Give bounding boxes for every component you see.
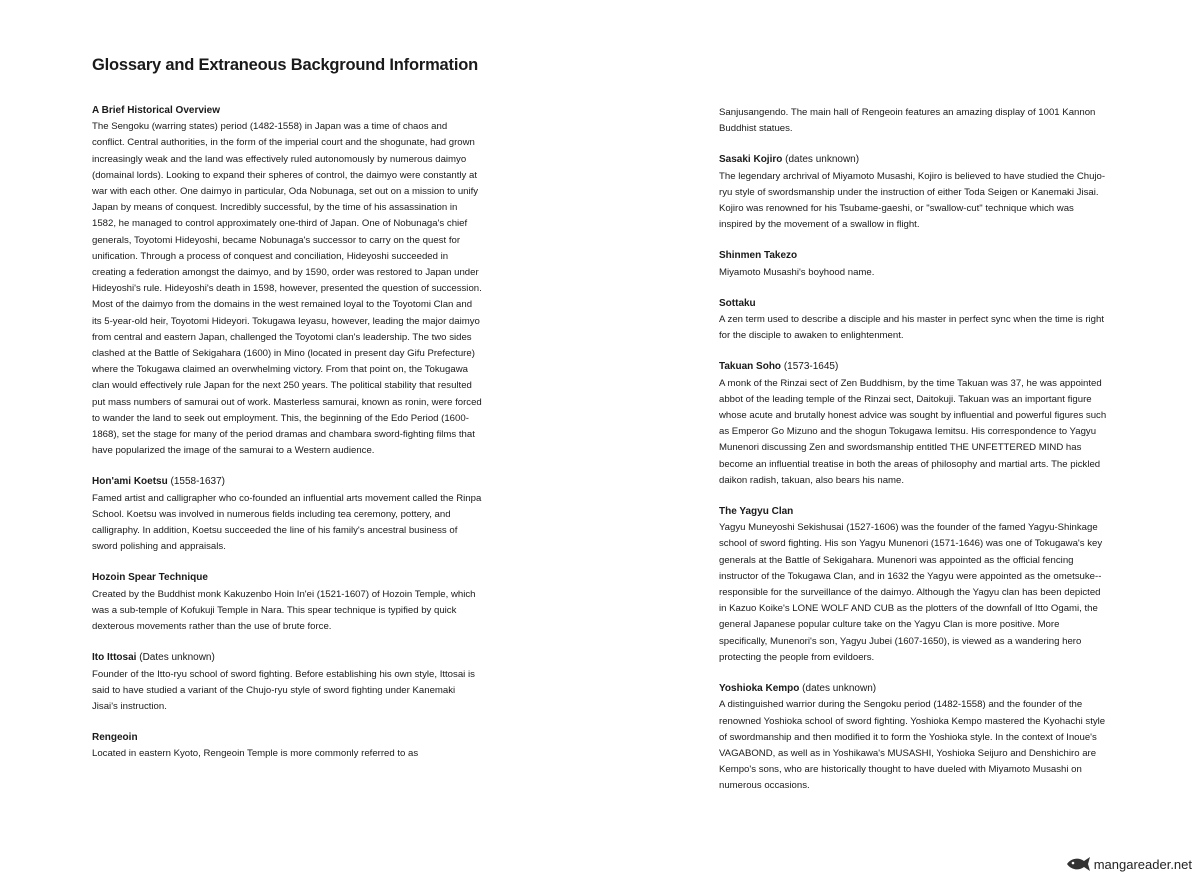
entry-body: The Sengoku (warring states) period (1482-1558) in Japan was a time of chaos and conflict. Central authorities, in the form of the imperial court and the shogunate, had grown increasingly weak and the land was effectively ruled autonomously by numerous daimyo (domainal lords). Looking to expand their spheres of control, the daimyo were constantly at war with each other. One daimyo in particular, Oda Nobunaga, set out on a mission to unify Japan by means of conquest. Incredibly successful, by the time of his assassination in 1582, he managed to control approximately one-third of Japan. One of Nobunaga's chief generals, Toyotomi Hideyoshi, became Nobunaga's successor to carry on the quest for unification. Through a process of conquest and conciliation, Hideyoshi succeeded in creating a federation amongst the daimyo, and by 1590, order was restored to Japan under Hideyoshi's rule. Hideyoshi's death in 1598, however, presented the question of succession. Most of the daimyo from the domains in the west remained loyal to the Toyotomi Clan and its 5-year-old heir, Toyotomi Hideyori. Tokugawa Ieyasu, however, leading the major daimyo from central and eastern Japan, challenged the Toyotomi clan's leadership. The two sides clashed at the Battle of Sekigahara (1600) in Mino (located in present day Gifu Prefecture) where the Tokugawa claimed an overwhelming victory. From that point on, the Tokugawa clan would effectively rule Japan for the next 250 years. The political stability that resulted put mass numbers of samurai out of work. Masterless samurai, known as ronin, were forced to wander the land to seek out employment. This, the beginning of the Edo Period (1600-1868), set the stage for many of the period dramas and chambara sword-fighting films that have popularized the image of the samurai to a Western audience.	[92, 121, 482, 457]
entry-rengeoin	[92, 730, 482, 762]
watermark-text: mangareader.net	[1093, 856, 1192, 872]
entry-name: Takuan Soho	[719, 361, 782, 373]
entry-body: A distinguished warrior during the Sengoku period (1482-1558) and the founder of the renowned Yoshioka school of sword fighting. Yoshioka Kempo mastered the Kyohachi style of swordmanship and then modified it to form the Yoshioka style. In the context of Inoue's VAGABOND, as well as in Yoshikawa's MUSASHI, Yoshioka Seijuro and Denshichiro are Kempo's sons, who are historically thought to have dueled with Miyamoto Musashi on numerous occasions.	[719, 699, 1106, 792]
fish-logo-icon	[1065, 856, 1091, 872]
entry-ito-ittosai	[92, 650, 482, 715]
entry-honami-koetsu	[92, 474, 482, 555]
entry-name: Shinmen Takezo	[719, 250, 798, 262]
glossary-title: Glossary and Extraneous Background Information	[92, 56, 478, 74]
entry-dates: (1558-1637)	[170, 476, 225, 488]
right-page	[719, 105, 1109, 810]
entry-body: Yagyu Muneyoshi Sekishusai (1527-1606) was the founder of the famed Yagyu-Shinkage school of sword fighting. His son Yagyu Munenori (1571-1646) was one of Tokugawa's key generals at the Battle of Sekigahara. Munenori was appointed as the official fencing instructor of the Tokugawa Clan, and in 1632 the Yagyu were appointed as the ometsuke--responsible for the surveillance of the daimyo. Although the Yagyu clan has been depicted in Kazuo Koike's LONE WOLF AND CUB as the plotters of the downfall of Itto Ogami, the general Japanese popular culture take on the Yagyu Clan is more positive. More specifically, Munenori's son, Yagyu Jubei (1607-1650), is viewed as a wandering hero protecting the people from evildoers.	[719, 522, 1103, 663]
entry-name: Hon'ami Koetsu	[92, 476, 168, 488]
entry-body: A monk of the Rinzai sect of Zen Buddhism, by the time Takuan was 37, he was appointed abbot of the leading temple of the Rinzai sect, Daitokuji. Takuan was an important figure whose acute and brutally honest advice was sought by influential and powerful figures such as Emperor Go Mizuno and the shogun Tokugawa Iemitsu. His correspondence to Yagyu Munenori discussing Zen and swordsmanship entitled THE UNFETTERED MIND has become an influential treatise in both the areas of philosophy and martial arts. The pickled daikon radish, takuan, also bears his name.	[719, 377, 1107, 486]
entry-yagyu-clan	[719, 504, 1109, 666]
entry-dates: (dates unknown)	[785, 154, 860, 166]
watermark	[1065, 856, 1192, 872]
entry-dates: (dates unknown)	[802, 683, 877, 695]
entry-body: Located in eastern Kyoto, Rengeoin Temple is more commonly referred to as	[92, 748, 419, 760]
entry-sasaki-kojiro	[719, 152, 1109, 233]
entry-historical-overview	[92, 103, 482, 459]
entry-name: Yoshioka Kempo	[719, 683, 800, 695]
entry-body: The legendary archrival of Miyamoto Musashi, Kojiro is believed to have studied the Chujo-ryu style of swordsmanship under the instruction of either Toda Seigen or Kanemaki Jisai. Kojiro was renowned for his Tsubame-gaeshi, or "swallow-cut" technique which was inspired by the movement of a swallow in flight.	[719, 170, 1106, 231]
entry-body: A zen term used to describe a disciple and his master in perfect sync when the time is right for the disciple to awaken to enlightenment.	[719, 314, 1105, 342]
entry-dates: (1573-1645)	[783, 361, 839, 373]
entry-name: Sottaku	[719, 297, 756, 309]
entry-body: Created by the Buddhist monk Kakuzenbo Hoin In'ei (1521-1607) of Hozoin Temple, which was a sub-temple of Kofukuji Temple in Nara. This spear technique is typified by quick dexterous movements rather than the use of brute force.	[92, 588, 476, 633]
entry-name: Hozoin Spear Technique	[92, 572, 208, 584]
rengeoin-continuation: Sanjusangendo. The main hall of Rengeoin features an amazing display of 1001 Kannon Buddhist statues.	[719, 107, 1096, 135]
entry-shinmen-takezo	[719, 248, 1109, 280]
entry-body: Founder of the Itto-ryu school of sword fighting. Before establishing his own style, Ittosai is said to have studied a variant of the Chujo-ryu style of sword fighting under Kanemaki Jisai's instruction.	[92, 668, 475, 712]
entry-name: The Yagyu Clan	[719, 506, 794, 518]
entry-yoshioka-kempo	[719, 681, 1109, 794]
entry-name: A Brief Historical Overview	[92, 105, 221, 116]
entry-body: Famed artist and calligrapher who co-founded an influential arts movement called the Rinpa School. Koetsu was involved in numerous fields including tea ceremony, pottery, and calligraphy. In addition, Koetsu succeeded the line of his family's ancestral business of sword polishing and appraisals.	[92, 492, 482, 553]
entry-name: Ito Ittosai	[92, 652, 137, 664]
entry-name: Sasaki Kojiro	[719, 154, 783, 166]
left-page	[92, 56, 482, 778]
entry-hozoin-spear	[92, 570, 482, 635]
entry-sottaku	[719, 296, 1109, 345]
entry-dates: (Dates unknown)	[139, 652, 215, 664]
entry-body: Miyamoto Musashi's boyhood name.	[719, 266, 875, 278]
entry-name: Rengeoin	[92, 732, 138, 744]
entry-takuan-soho	[719, 359, 1109, 489]
